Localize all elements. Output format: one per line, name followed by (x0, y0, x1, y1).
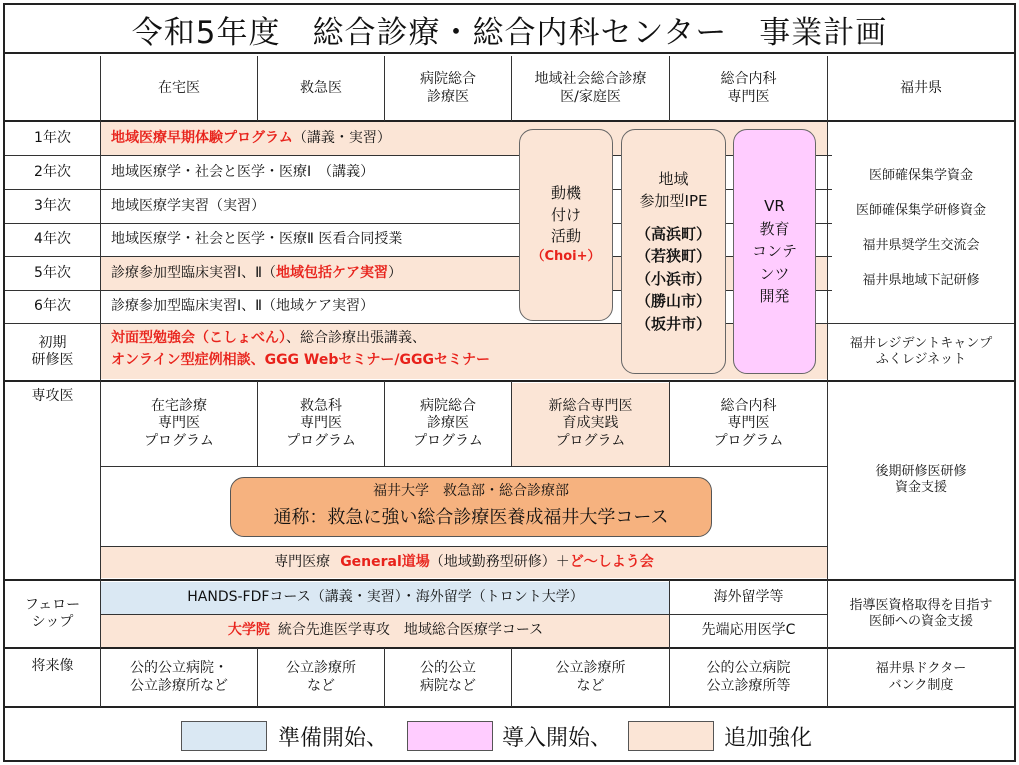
motivation-line: 活動 (550, 227, 581, 246)
legend-label: 準備開始、 (278, 725, 389, 751)
program-kyukyu: 救急科 専門医 プログラム (286, 397, 356, 449)
legend-swatch-peach (628, 721, 714, 751)
daigakuin-red: 大学院 (227, 622, 270, 639)
year5-pre: 診療参加型臨床実習Ⅰ、Ⅱ（ (111, 264, 277, 281)
year-label: 6年次 (34, 298, 71, 315)
year-label: 5年次 (34, 264, 71, 281)
fukui-item: 福井県奨学生交流会 (862, 238, 980, 253)
shoki-line2: オンライン型症例相談、GGG Webセミナー/GGGセミナー (111, 351, 490, 368)
fukui-item: 福井県地域下記研修 (862, 273, 980, 288)
fukui-course-box (230, 477, 712, 537)
ipe-place: （若狭町） (635, 247, 711, 266)
future-item: 公立診療所 など (555, 660, 626, 694)
dojo-text (101, 547, 827, 579)
year6-text: 診療参加型臨床実習Ⅰ、Ⅱ（地域ケア実習） (111, 298, 375, 315)
grid-line (101, 466, 828, 467)
program-byoin: 病院総合 診療医 プログラム (413, 397, 483, 449)
senkoi-label: 専攻医 (31, 388, 74, 405)
vr-line: VR (764, 197, 785, 216)
vr-line: 教育 (759, 219, 790, 238)
year-label: 3年次 (34, 197, 71, 214)
year3-text: 地域医療学実習（実習） (111, 197, 265, 214)
dojo-pre: 専門医療 (274, 554, 331, 571)
year1-red: 地域医療早期体験プログラム (111, 129, 293, 146)
shoki-rest-1: 、総合診療出張講義、 (286, 330, 426, 346)
year-label: 2年次 (34, 163, 71, 180)
shoki-text (111, 328, 631, 376)
grid-line (5, 706, 1014, 708)
fellow-label: フェロー シップ (24, 596, 81, 630)
daigakuin-rest: 統合先進医学専攻 地域総合医療学コース (277, 622, 544, 639)
ipe-box (621, 129, 726, 374)
fukui-future: 福井県ドクター バンク制度 (875, 661, 967, 693)
course-main: 通称：救急に強い総合診療医養成福井大学コース (273, 506, 669, 528)
shoki-red-1: 対面型勉強会（こしょべん） (111, 330, 286, 346)
future-item: 公立診療所 など (286, 660, 356, 694)
legend-label: 導入開始、 (502, 725, 613, 751)
ipe-place: （坂井市） (635, 314, 711, 333)
vr-box (733, 129, 816, 374)
fukui-upper (828, 156, 1014, 296)
year5-red: 地域包括ケア実習 (276, 264, 389, 281)
page-title: 令和5年度 総合診療・総合内科センター 事業計画 (5, 6, 1014, 54)
ipe-place: （勝山市） (635, 292, 711, 311)
motivation-line: 動機 (550, 183, 581, 202)
choi-label: （Choi+） (531, 249, 601, 265)
year1-text (101, 122, 521, 155)
future-item: 公的公立病院 公立診療所等 (706, 660, 791, 694)
header-byoin: 病院総合 診療医 (420, 71, 476, 105)
year5-text (101, 257, 521, 290)
motivation-line: 付け (550, 205, 581, 224)
shoki-line1 (111, 328, 631, 350)
header-fukui: 福井県 (900, 79, 942, 96)
hands-text: HANDS-FDFコース（講義・実習）・海外留学（トロント大学） (187, 589, 584, 606)
future-item: 公的公立病院・ 公立診療所など (130, 660, 228, 694)
dojo-red2: ど～しよう会 (569, 554, 654, 571)
fukui-shoki: 福井レジデントキャンプ ふくレジネット (849, 335, 993, 367)
vr-line: 開発 (759, 287, 790, 306)
future-item: 公的公立 病院など (420, 660, 476, 694)
ipe-place: （小浜市） (635, 269, 711, 288)
program-naika: 総合内科 専門医 プログラム (713, 397, 784, 449)
header-chiiki: 地域社会総合診療 医/家庭医 (534, 71, 647, 105)
year1-rest: （講義・実習） (292, 129, 391, 146)
year5-post: ） (388, 264, 403, 281)
year2-text: 地域医療学・社会と医学・医療Ⅰ （講義） (111, 163, 375, 180)
daigakuin-text (101, 615, 670, 647)
ipe-place: （高浜町） (635, 224, 711, 243)
shoki-label: 初期 研修医 (31, 334, 74, 368)
fukui-item: 医師確保集学研修資金 (855, 203, 986, 218)
sentan-text: 先端応用医学C (701, 622, 796, 639)
fukui-senkoi: 後期研修医研修 資金支援 (875, 463, 967, 495)
dojo-red: General道場 (340, 554, 430, 571)
course-top: 福井大学 救急部・総合診療部 (373, 483, 569, 500)
program-zaitaku: 在宅診療 専門医 プログラム (144, 397, 214, 449)
header-kyukyu: 救急医 (300, 79, 342, 96)
program-shin: 新総合専門医 育成実践 プログラム (548, 397, 633, 449)
vr-line: コンテ (751, 242, 797, 261)
year-label: 1年次 (34, 129, 71, 146)
fukui-item: 医師確保集学資金 (868, 168, 973, 183)
motivation-box (519, 129, 613, 321)
year4-text: 地域医療学・社会と医学・医療Ⅱ 医看合同授業 (111, 231, 403, 248)
dojo-mid: （地域勤務型研修）＋ (429, 554, 570, 571)
kaigai-text: 海外留学等 (713, 589, 784, 606)
year-label: 4年次 (34, 231, 71, 248)
header-naika: 総合内科 専門医 (720, 71, 777, 105)
ipe-line: 地域 (658, 169, 689, 188)
legend-swatch-blue (181, 721, 267, 751)
legend-swatch-pink (407, 721, 493, 751)
ipe-line: 参加型IPE (639, 192, 708, 211)
future-label: 将来像 (31, 658, 74, 675)
fukui-fellow: 指導医資格取得を目指す 医師への資金支援 (849, 597, 993, 629)
header-zaitaku: 在宅医 (158, 79, 200, 96)
vr-line: ンツ (759, 264, 790, 283)
legend-label: 追加強化 (724, 725, 813, 751)
